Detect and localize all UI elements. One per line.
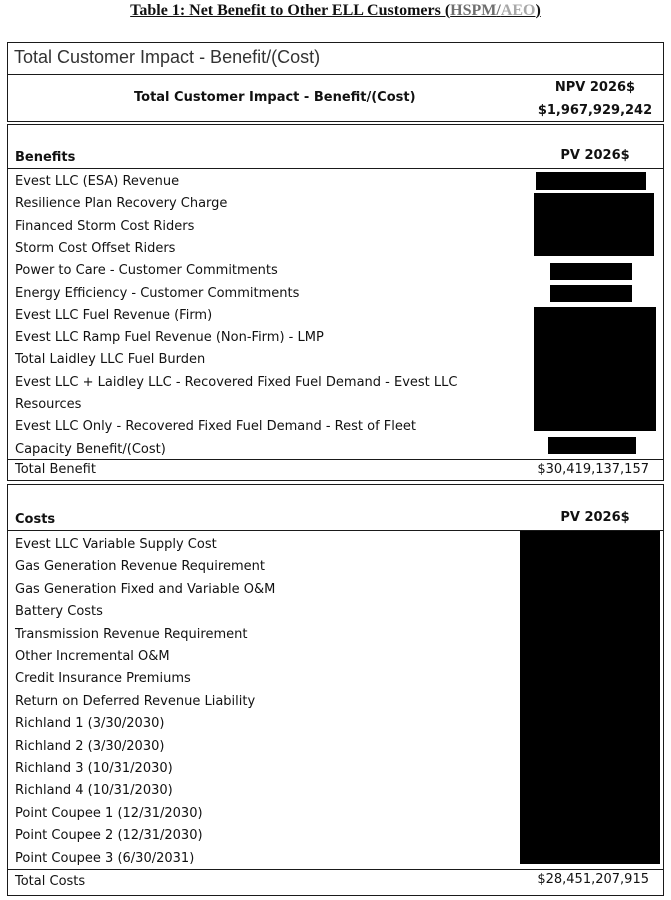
- cost-item: Gas Generation Revenue Requirement: [15, 559, 265, 575]
- cost-item: Point Coupee 3 (6/30/2031): [15, 850, 195, 866]
- impact-row-label: Total Customer Impact - Benefit/(Cost): [134, 90, 416, 105]
- cost-item: Return on Deferred Revenue Liability: [15, 693, 256, 709]
- benefit-item: Resilience Plan Recovery Charge: [15, 196, 228, 212]
- cost-item: Richland 2 (3/30/2030): [15, 738, 165, 754]
- redaction-block: [520, 531, 660, 864]
- title-aeo: AEO: [500, 2, 536, 19]
- redaction-block: [536, 172, 646, 190]
- benefit-item: Power to Care - Customer Commitments: [15, 263, 278, 279]
- title-slash: /: [496, 2, 501, 19]
- cost-item: Point Coupee 1 (12/31/2030): [15, 805, 203, 821]
- benefits-header-divider: [7, 168, 664, 169]
- cost-item: Battery Costs: [15, 604, 103, 620]
- total-costs-label: Total Costs: [15, 874, 86, 889]
- cost-item: Point Coupee 2 (12/31/2030): [15, 828, 203, 844]
- benefit-item: Resources: [15, 397, 82, 412]
- cost-item: Other Incremental O&M: [15, 649, 170, 664]
- cost-item: Richland 1 (3/30/2030): [15, 716, 165, 732]
- cost-item: Gas Generation Fixed and Variable O&M: [15, 581, 276, 597]
- cost-item: Richland 3 (10/31/2030): [15, 761, 173, 776]
- redaction-block: [534, 193, 654, 256]
- benefit-item: Storm Cost Offset Riders: [15, 240, 176, 256]
- total-costs-value: $28,451,207,915: [537, 872, 649, 887]
- redaction-block: [550, 285, 632, 302]
- impact-value: $1,967,929,242: [537, 103, 653, 118]
- redaction-block: [534, 307, 656, 431]
- benefits-col-header: PV 2026$: [560, 148, 630, 163]
- benefit-item: Evest LLC Only - Recovered Fixed Fuel Demand - Rest of Fleet: [15, 419, 416, 435]
- cost-item: Transmission Revenue Requirement: [15, 626, 248, 642]
- benefit-item: Evest LLC (ESA) Revenue: [15, 174, 180, 189]
- cost-item: Richland 4 (10/31/2030): [15, 783, 173, 799]
- costs-header: Costs: [15, 512, 56, 527]
- title-suffix: ): [535, 2, 541, 19]
- benefits-header: Benefits: [15, 150, 76, 165]
- cost-item: Credit Insurance Premiums: [15, 671, 191, 687]
- redaction-block: [550, 263, 632, 280]
- title-prefix: Table 1: Net Benefit to Other ELL Customers (: [130, 2, 451, 19]
- title-hspm: HSPM: [450, 2, 497, 19]
- costs-col-header: PV 2026$: [560, 510, 630, 525]
- table-title: [0, 2, 671, 20]
- benefit-item: Capacity Benefit/(Cost): [15, 441, 166, 457]
- benefit-item: Financed Storm Cost Riders: [15, 218, 195, 234]
- benefits-total-divider: [7, 459, 664, 460]
- benefit-item: Total Laidley LLC Fuel Burden: [15, 352, 206, 368]
- cost-item: Evest LLC Variable Supply Cost: [15, 537, 217, 552]
- benefit-item: Evest LLC Ramp Fuel Revenue (Non-Firm) - LMP: [15, 330, 324, 346]
- total-benefit-value: $30,419,137,157: [537, 462, 649, 477]
- benefit-item: Evest LLC + Laidley LLC - Recovered Fixed Fuel Demand - Evest LLC: [15, 374, 458, 390]
- benefit-item: Evest LLC Fuel Revenue (Firm): [15, 307, 213, 323]
- total-benefit-label: Total Benefit: [15, 462, 96, 477]
- impact-banner-divider: [7, 74, 664, 75]
- benefit-item: Energy Efficiency - Customer Commitments: [15, 285, 300, 301]
- impact-banner: Total Customer Impact - Benefit/(Cost): [14, 47, 321, 67]
- costs-total-divider: [7, 869, 664, 870]
- impact-col-header: NPV 2026$: [554, 80, 636, 95]
- redaction-block: [548, 437, 636, 454]
